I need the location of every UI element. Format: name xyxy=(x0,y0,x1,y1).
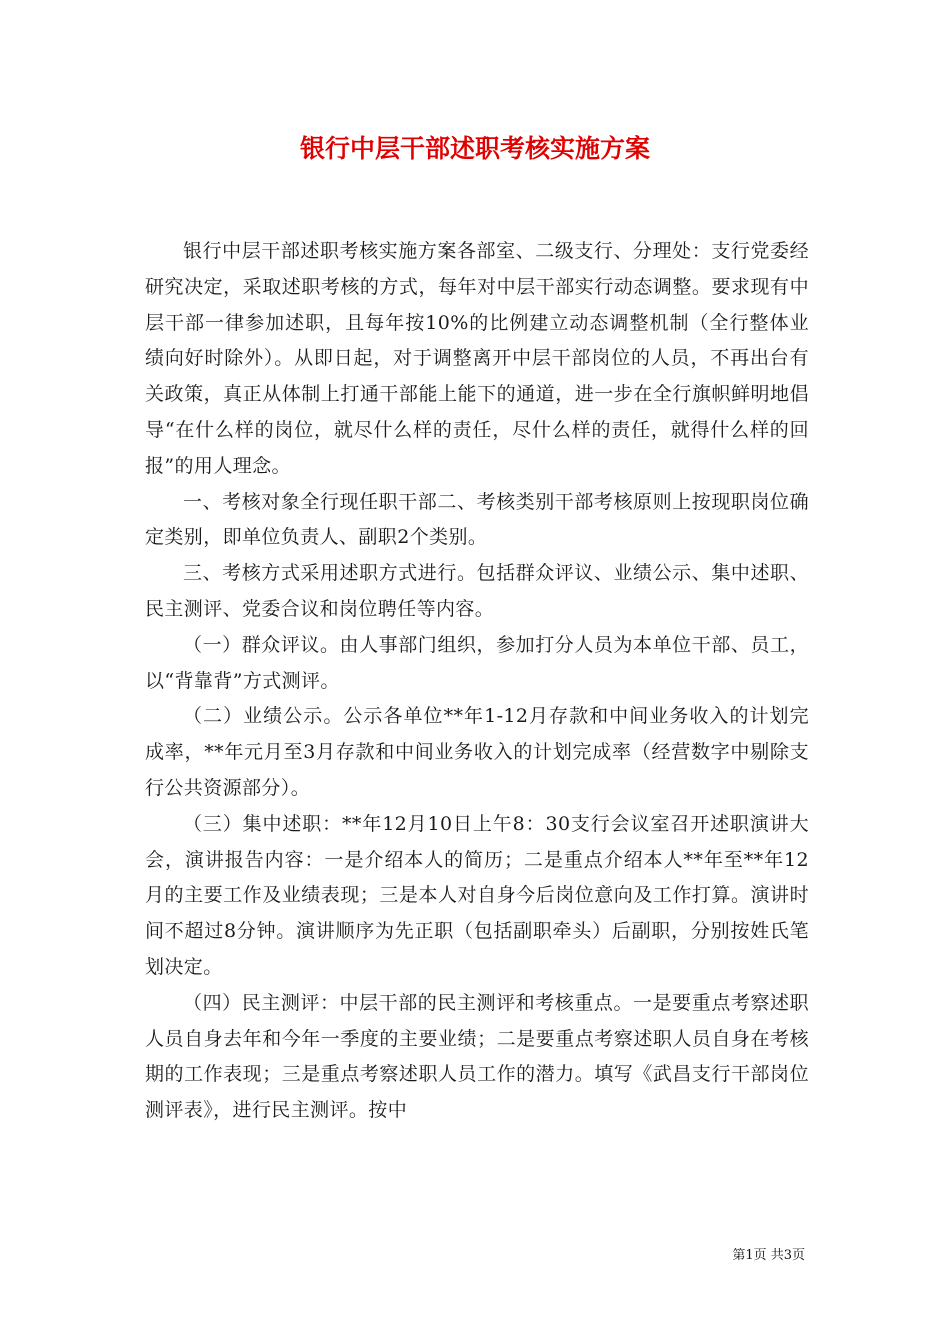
paragraph-item-3: （三）集中述职：**年12月10日上午8：30支行会议室召开述职演讲大会，演讲报告内容：一是介绍本人的简历；二是重点介绍本人**年至**年12月的主要工作及业绩表现；三是本人对自身今后岗位意向及工作打算。演讲时间不超过8分钟。演讲顺序为先正职（包括副职牵头）后副职，分别按姓氏笔划决定。 xyxy=(145,812,809,978)
document-title: 银行中层干部述职考核实施方案 xyxy=(299,134,650,163)
page-number-footer: 第1页 共3页 xyxy=(732,1248,805,1263)
paragraph-item-4: （四）民主测评：中层干部的民主测评和考核重点。一是要重点考察述职人员自身去年和今年一季度的主要业绩；二是要重点考察述职人员自身在考核期的工作表现；三是重点考察述职人员工作的潜力。填写《武昌支行干部岗位测评表》，进行民主测评。按中 xyxy=(145,991,809,1122)
document-body xyxy=(145,234,809,1129)
paragraph-item-2: （二）业绩公示。公示各单位**年1-12月存款和中间业务收入的计划完成率，**年元月至3月存款和中间业务收入的计划完成率（经营数字中剔除支行公共资源部分）。 xyxy=(145,705,809,799)
paragraph-section-3: 三、考核方式采用述职方式进行。包括群众评议、业绩公示、集中述职、民主测评、党委合议和岗位聘任等内容。 xyxy=(145,562,809,620)
paragraph-item-1: （一）群众评议。由人事部门组织，参加打分人员为本单位干部、员工，以“背靠背”方式测评。 xyxy=(145,633,809,692)
paragraph-section-1-2: 一、考核对象全行现任职干部二、考核类别干部考核原则上按现职岗位确定类别，即单位负责人、副职2个类别。 xyxy=(145,490,809,549)
paragraph-intro: 银行中层干部述职考核实施方案各部室、二级支行、分理处：支行党委经研究决定，采取述职考核的方式，每年对中层干部实行动态调整。要求现有中层干部一律参加述职，且每年按10%的比例建立动态调整机制（全行整体业绩向好时除外）。从即日起，对于调整离开中层干部岗位的人员，不再出台有关政策，真正从体制上打通干部能上能下的通道，进一步在全行旗帜鲜明地倡导“在什么样的岗位，就尽什么样的责任，尽什么样的责任，就得什么样的回报”的用人理念。 xyxy=(145,240,809,477)
